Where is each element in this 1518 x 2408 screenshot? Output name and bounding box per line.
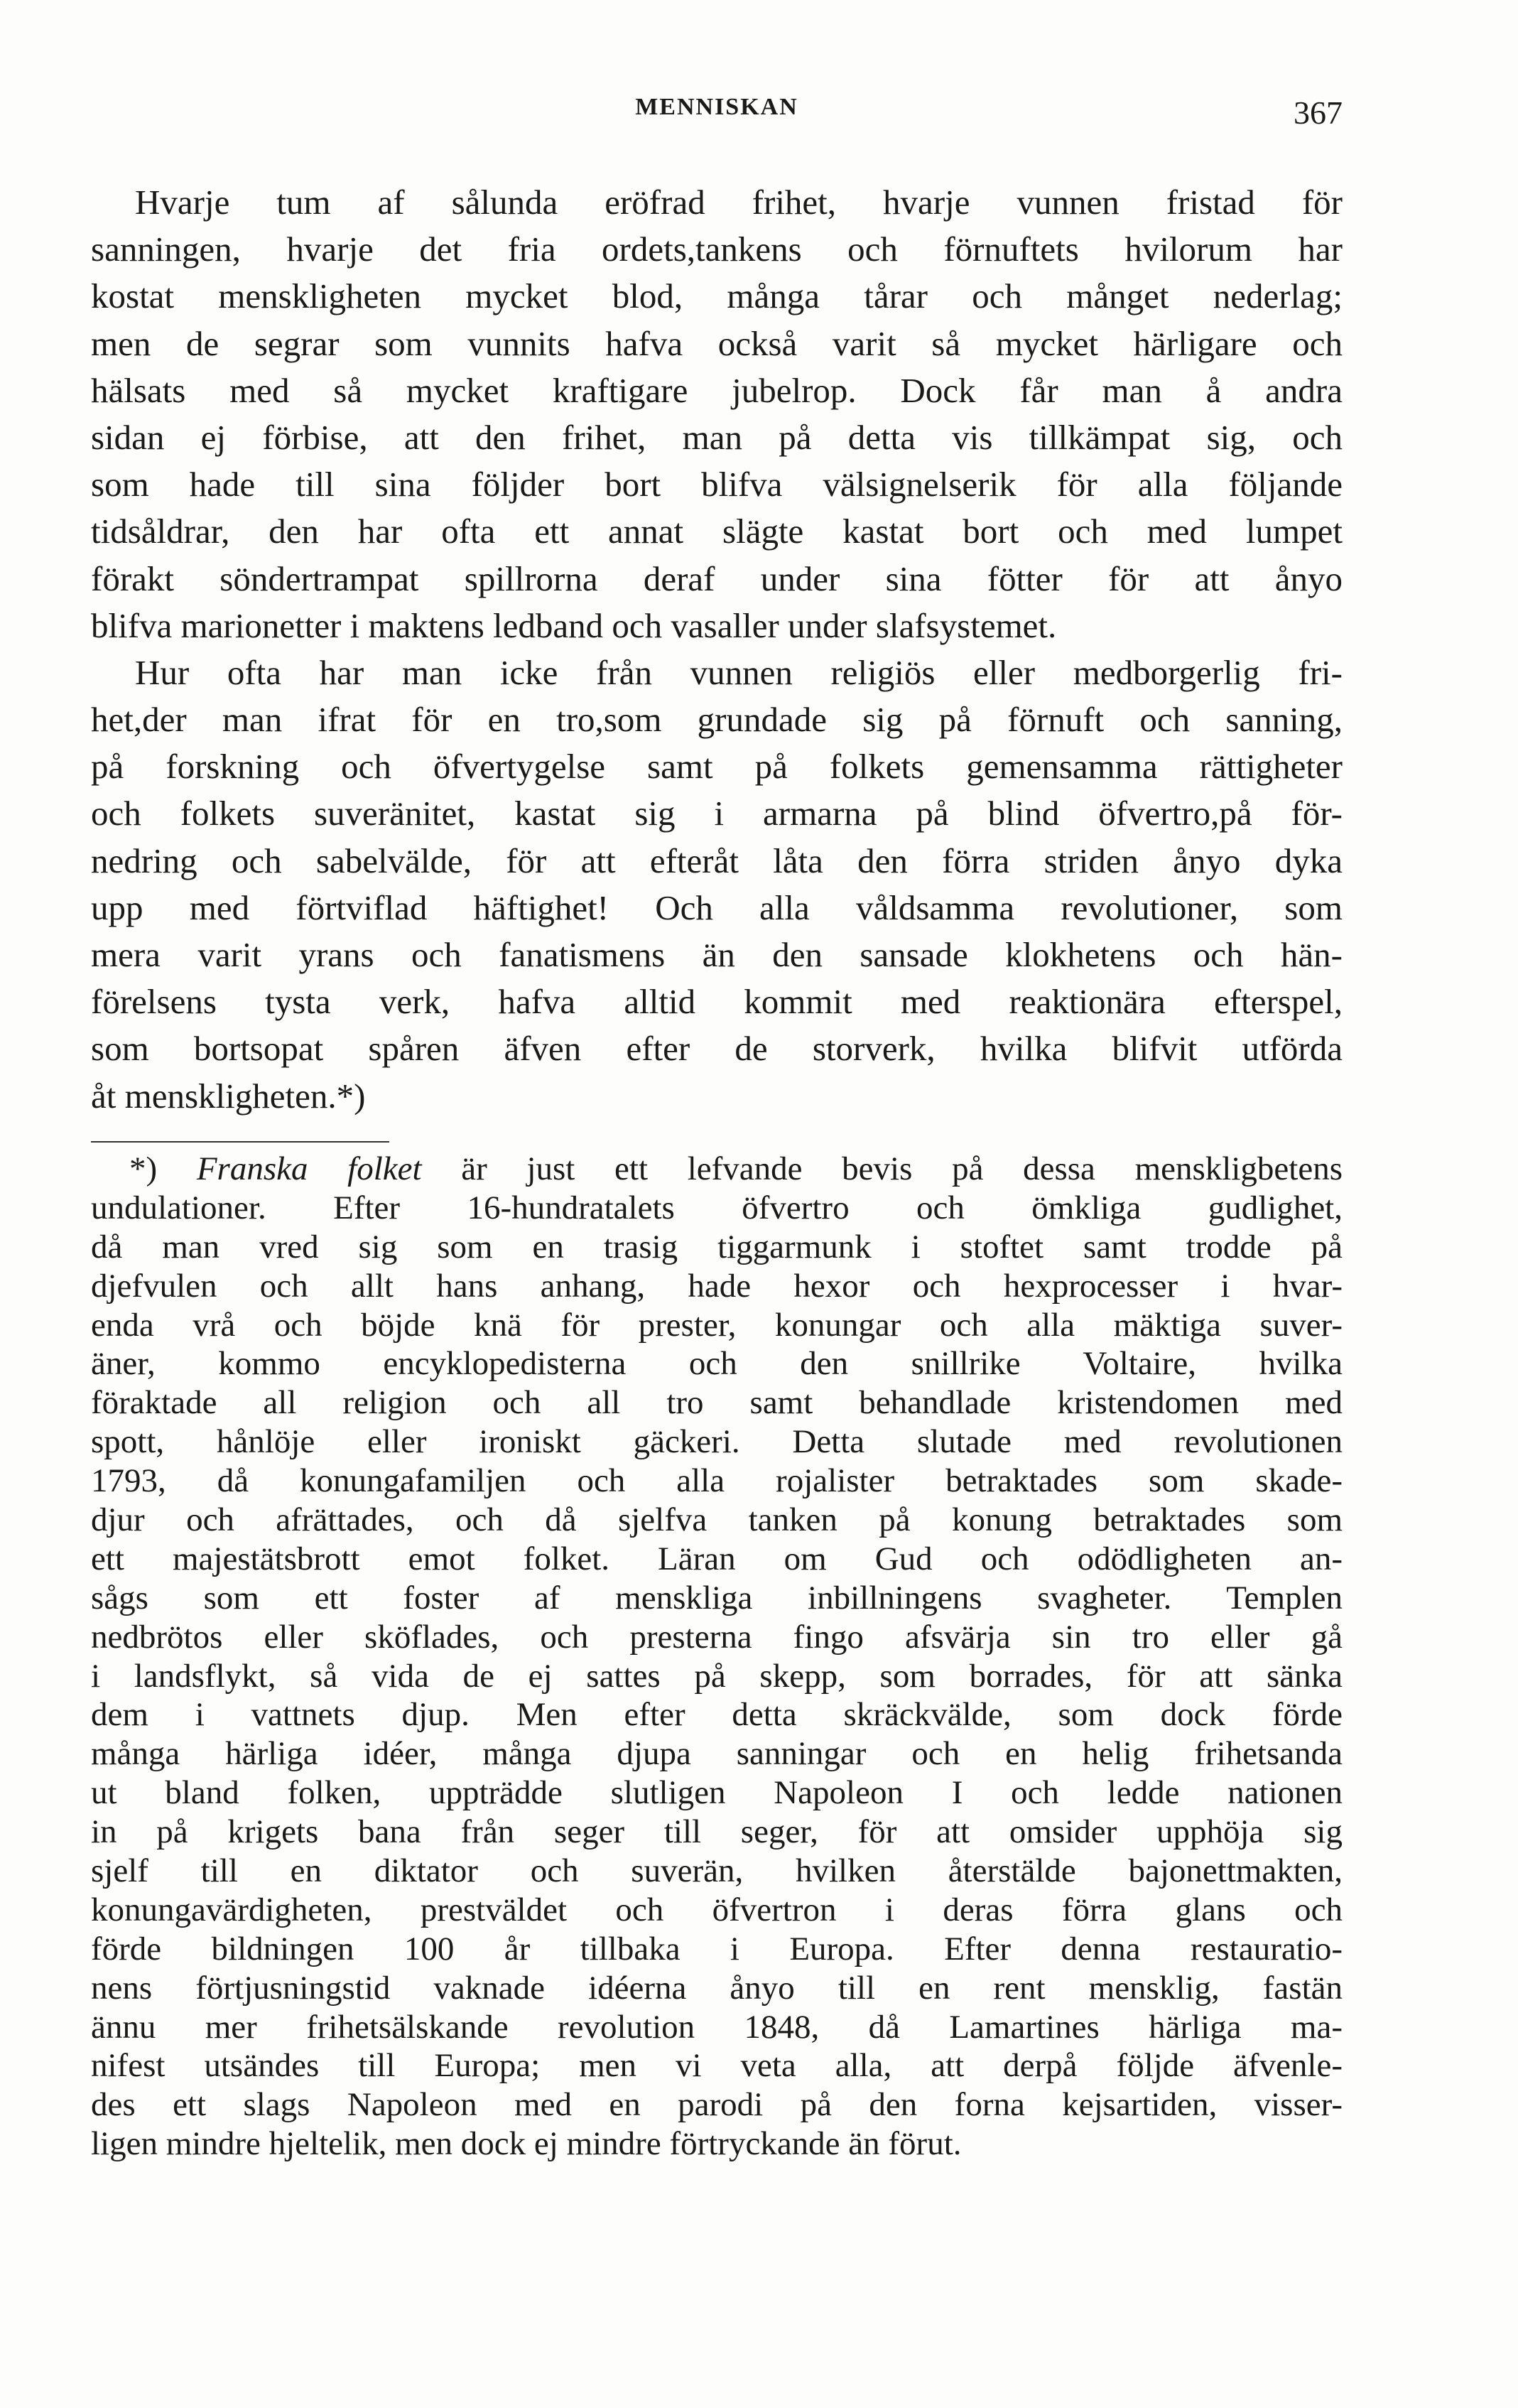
- footnote: [91, 1150, 1343, 2164]
- footnote-first-line: [91, 1150, 1343, 1189]
- footnote-line: nedbrötos eller sköflades, och presterna fingo afsvärja sin tro eller gå: [91, 1618, 1343, 1656]
- footnote-line: in på krigets bana från seger till seger, för att omsider upphöja sig: [91, 1813, 1343, 1851]
- footnote-line: 1793, då konungafamiljen och alla rojalister betraktades som skade-: [91, 1462, 1343, 1500]
- text-line: blifva marionetter i maktens ledband och vasaller under slafsystemet.: [91, 605, 1057, 645]
- page-number: 367: [1294, 95, 1343, 131]
- text-line: på forskning och öfvertygelse samt på folkets gemensamma rättigheter: [91, 747, 1343, 787]
- footnote-line: djefvulen och allt hans anhang, hade hexor och hexprocesser i hvar-: [91, 1267, 1343, 1305]
- text-line: Hvarje tum af sålunda eröfrad frihet, hvarje vunnen fristad för: [135, 183, 1343, 222]
- page-header: [91, 94, 1343, 136]
- text-line: och folkets suveränitet, kastat sig i armarna på blind öfvertro,på för-: [91, 794, 1343, 833]
- footnote-line: djur och afrättades, och då sjelfva tanken på konung betraktades som: [91, 1501, 1343, 1539]
- footnote-line: ut bland folken, uppträdde slutligen Napoleon I och ledde nationen: [91, 1774, 1343, 1812]
- footnote-line: sjelf till en diktator och suverän, hvilken återstälde bajonettmakten,: [91, 1852, 1343, 1890]
- footnote-line: konungavärdigheten, prestväldet och öfvertron i deras förra glans och: [91, 1891, 1343, 1928]
- text-line: mera varit yrans och fanatismens än den sansade klokhetens och hän-: [91, 935, 1343, 974]
- footnote-line: enda vrå och böjde knä för prester, konungar och alla mäktiga suver-: [91, 1306, 1343, 1344]
- text-line: sanningen, hvarje det fria ordets,tankens och förnuftets hvilorum har: [91, 230, 1343, 269]
- footnote-emphasis: Franska folket: [196, 1150, 422, 1187]
- text-line: nedring och sabelvälde, för att efteråt låta den förra striden ånyo dyka: [91, 841, 1343, 880]
- footnote-line: i landsflykt, så vida de ej sattes på skepp, som borrades, för att sänka: [91, 1657, 1343, 1695]
- footnote-line: spott, hånlöje eller ironiskt gäckeri. Detta slutade med revolutionen: [91, 1423, 1343, 1461]
- text-line: förakt söndertrampat spillrorna deraf under sina fötter för att ånyo: [91, 558, 1343, 598]
- footnote-line: ännu mer frihetsälskande revolution 1848, då Lamartines härliga ma-: [91, 2008, 1343, 2046]
- footnote-line: ligen mindre hjeltelik, men dock ej mindre förtryckande än förut.: [91, 2125, 962, 2163]
- text-line: men de segrar som vunnits hafva också varit så mycket härligare och: [91, 323, 1343, 363]
- footnote-line: undulationer. Efter 16-hundratalets öfvertro och ömkliga gudlighet,: [91, 1189, 1343, 1226]
- text-line: som hade till sina följder bort blifva välsignelserik för alla följande: [91, 465, 1343, 504]
- text-line: het,der man ifrat för en tro,som grundade sig på förnuft och sanning,: [91, 700, 1343, 740]
- main-text: [91, 179, 1343, 1120]
- footnote-line: då man vred sig som en trasig tiggarmunk i stoftet samt trodde på: [91, 1228, 1343, 1265]
- text-line: hälsats med så mycket kraftigare jubelrop. Dock får man å andra: [91, 370, 1343, 410]
- footnote-line: ett majestätsbrott emot folket. Läran om Gud och odödligheten an-: [91, 1540, 1343, 1577]
- footnote-line: sågs som ett foster af menskliga inbillningens svagheter. Templen: [91, 1579, 1343, 1616]
- footnote-separator: [91, 1141, 389, 1143]
- text-line: åt menskligheten.*): [91, 1076, 366, 1116]
- footnote-line: des ett slags Napoleon med en parodi på den forna kejsartiden, visser-: [91, 2086, 1343, 2124]
- running-title: MENNISKAN: [635, 94, 798, 120]
- footnote-line: föraktade all religion och all tro samt behandlade kristendomen med: [91, 1384, 1343, 1422]
- footnote-line: dem i vattnets djup. Men efter detta skräckvälde, som dock förde: [91, 1696, 1343, 1734]
- footnote-marker: *): [129, 1150, 158, 1187]
- footnote-line: nifest utsändes till Europa; men vi veta alla, att derpå följde äfvenle-: [91, 2047, 1343, 2085]
- text-line: Hur ofta har man icke från vunnen religiös eller medborgerlig fri-: [135, 652, 1343, 692]
- footnote-line: många härliga idéer, många djupa sanningar och en helig frihetsanda: [91, 1735, 1343, 1773]
- text-line: förelsens tysta verk, hafva alltid kommit med reaktionära efterspel,: [91, 982, 1343, 1022]
- text-line: som bortsopat spåren äfven efter de storverk, hvilka blifvit utförda: [91, 1029, 1343, 1069]
- footnote-line: förde bildningen 100 år tillbaka i Europa. Efter denna restauratio-: [91, 1930, 1343, 1967]
- text-line: kostat menskligheten mycket blod, många tårar och månget nederlag;: [91, 276, 1343, 316]
- footnote-line: nens förtjusningstid vaknade idéerna ånyo till en rent mensklig, fastän: [91, 1969, 1343, 2007]
- footnote-line: äner, kommo encyklopedisterna och den snillrike Voltaire, hvilka: [91, 1345, 1343, 1383]
- footnote-first-line-text: är just ett lefvande bevis på dessa menskligbetens: [421, 1150, 1343, 1187]
- text-line: sidan ej förbise, att den frihet, man på detta vis tillkämpat sig, och: [91, 417, 1343, 457]
- text-line: tidsåldrar, den har ofta ett annat slägte kastat bort och med lumpet: [91, 512, 1343, 551]
- text-line: upp med förtviflad häftighet! Och alla våldsamma revolutioner, som: [91, 887, 1343, 927]
